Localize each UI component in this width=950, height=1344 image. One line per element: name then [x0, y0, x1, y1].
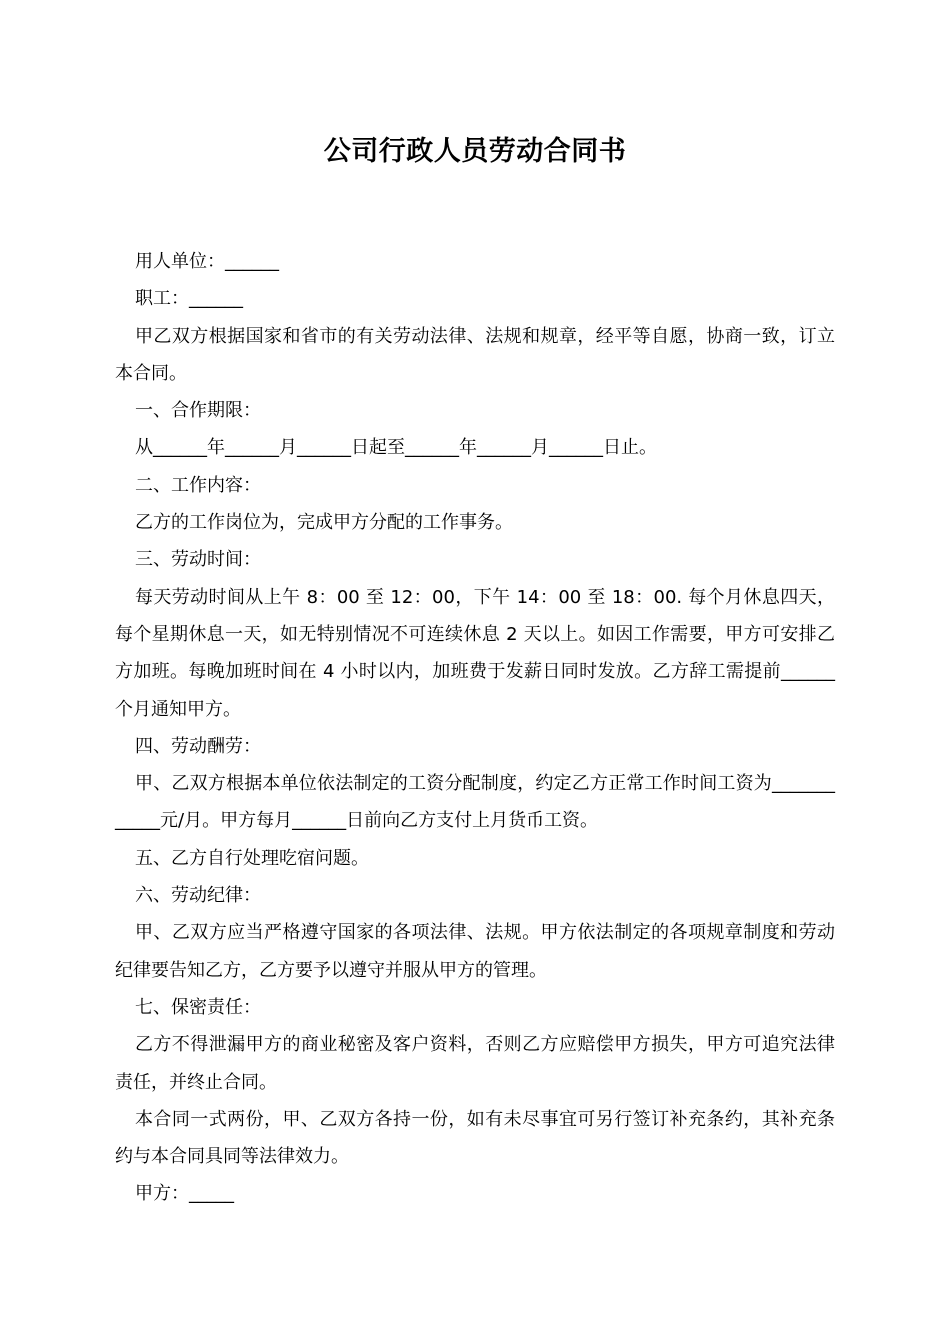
- party-a-signature-line: 甲方：_____: [135, 1183, 234, 1205]
- employer-line: 用人单位：______: [135, 251, 279, 272]
- document-body: [115, 243, 835, 1213]
- remuneration-paragraph: 甲、乙双方根据本单位依法制定的工资分配制度，约定乙方正常工作时间工资为____________元/月。甲方每月______日前向乙方支付上月货币工资。: [115, 773, 835, 832]
- section-heading-accommodation: 五、乙方自行处理吃宿问题。: [135, 847, 369, 869]
- section-heading-work-content: 二、工作内容：: [135, 474, 261, 496]
- section-heading-term: 一、合作期限：: [135, 400, 261, 422]
- preamble-paragraph: 甲乙双方根据国家和省市的有关劳动法律、法规和规章，经平等自愿，协商一致，订立本合同。: [115, 325, 835, 384]
- working-hours-paragraph: 每天劳动时间从上午 8：00 至 12：00，下午 14：00 至 18：00. 每个月休息四天，每个星期休息一天，如无特别情况不可连续休息 2 天以上。如因工作需要，甲方可安排乙方加班。每晚加班时间在 4 小时以内，加班费于发薪日同时发放。乙方辞工需提前______个月通知甲方。: [115, 586, 835, 720]
- employee-line: 职工：______: [135, 288, 243, 310]
- document-title: 公司行政人员劳动合同书: [323, 136, 627, 167]
- term-dates-paragraph: 从______年______月______日起至______年______月______日止。: [135, 437, 657, 459]
- copies-paragraph: 本合同一式两份，甲、乙双方各持一份，如有未尽事宜可另行签订补充条约，其补充条约与本合同具同等法律效力。: [115, 1108, 835, 1168]
- section-heading-working-hours: 三、劳动时间：: [135, 549, 261, 571]
- section-heading-remuneration: 四、劳动酬劳：: [135, 735, 261, 757]
- work-content-paragraph: 乙方的工作岗位为，完成甲方分配的工作事务。: [135, 512, 513, 534]
- section-heading-discipline: 六、劳动纪律：: [135, 885, 261, 907]
- confidentiality-paragraph: 乙方不得泄漏甲方的商业秘密及客户资料，否则乙方应赔偿甲方损失，甲方可追究法律责任，并终止合同。: [115, 1034, 835, 1093]
- section-heading-confidentiality: 七、保密责任：: [135, 996, 261, 1018]
- discipline-paragraph: 甲、乙双方应当严格遵守国家的各项法律、法规。甲方依法制定的各项规章制度和劳动纪律要告知乙方，乙方要予以遵守并服从甲方的管理。: [115, 922, 835, 981]
